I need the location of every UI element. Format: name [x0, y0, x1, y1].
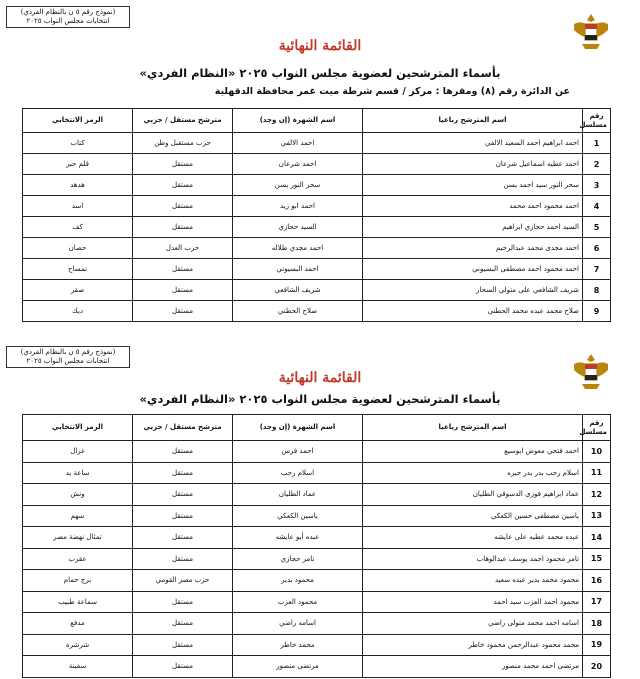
table-row	[23, 441, 611, 463]
form-badge-line1: (نموذج رقم ٥ ن بالنظام الفردي)	[20, 348, 116, 356]
cell-fame-name: احمد البسيوني	[233, 259, 363, 280]
table-header-row	[23, 415, 611, 441]
cell-fame-name: مرتضى منصور	[233, 656, 363, 678]
cell-fame-name: احمد ابو زيد	[233, 196, 363, 217]
cell-symbol: سماعة طبيب	[23, 591, 133, 613]
form-badge-line2: انتخابات مجلس النواب ٢٠٢٥	[26, 17, 110, 25]
cell-symbol: برج حمام	[23, 570, 133, 592]
cell-symbol: عقرب	[23, 548, 133, 570]
cell-fame-name: محمود العزب	[233, 591, 363, 613]
cell-serial: 17	[583, 591, 611, 613]
candidates-title: بأسماء المترشحين لعضوية مجلس النواب ٢٠٢٥ «النظام الفردي»	[139, 392, 501, 406]
cell-fame-name: احمد الالفي	[233, 133, 363, 154]
header-symbol: الرمز الانتخابي	[23, 415, 133, 441]
table-row	[23, 527, 611, 549]
cell-candidate-name: احمد ابراهيم احمد السعيد الالفي	[363, 133, 583, 154]
cell-candidate-name: محمد محمود عبدالرحمن محمود خاطر	[363, 634, 583, 656]
cell-symbol: كف	[23, 217, 133, 238]
cell-serial: 3	[583, 175, 611, 196]
cell-serial: 7	[583, 259, 611, 280]
cell-serial: 8	[583, 280, 611, 301]
cell-symbol: غزال	[23, 441, 133, 463]
cell-affiliation: مستقل	[133, 484, 233, 506]
cell-symbol: ديك	[23, 301, 133, 322]
cell-serial: 11	[583, 462, 611, 484]
candidates-table	[22, 108, 611, 322]
cell-affiliation: حزب العدل	[133, 238, 233, 259]
cell-affiliation: مستقل	[133, 196, 233, 217]
cell-symbol: كتاب	[23, 133, 133, 154]
cell-fame-name: تامر حجازي	[233, 548, 363, 570]
cell-fame-name: اسلام رجب	[233, 462, 363, 484]
cell-symbol: تمثال نهضة مصر	[23, 527, 133, 549]
table-row	[23, 259, 611, 280]
cell-affiliation: مستقل	[133, 301, 233, 322]
table-row	[23, 217, 611, 238]
cell-fame-name: اسامه راضي	[233, 613, 363, 635]
cell-fame-name: احمد فرس	[233, 441, 363, 463]
cell-symbol: ونش	[23, 484, 133, 506]
cell-candidate-name: محمود احمد العزب سيد احمد	[363, 591, 583, 613]
header-fame: اسم الشهرة (إن وجد)	[233, 415, 363, 441]
cell-symbol: حصان	[23, 238, 133, 259]
cell-fame-name: سحر النور يسن	[233, 175, 363, 196]
candidates-body	[23, 133, 611, 322]
cell-serial: 1	[583, 133, 611, 154]
cell-affiliation: مستقل	[133, 441, 233, 463]
cell-serial: 19	[583, 634, 611, 656]
cell-affiliation: مستقل	[133, 175, 233, 196]
cell-serial: 4	[583, 196, 611, 217]
table-row	[23, 238, 611, 259]
cell-affiliation: مستقل	[133, 462, 233, 484]
cell-symbol: قلم حبر	[23, 154, 133, 175]
cell-serial: 16	[583, 570, 611, 592]
cell-fame-name: احمد مجدي طلاله	[233, 238, 363, 259]
cell-affiliation: مستقل	[133, 217, 233, 238]
cell-symbol: سفينة	[23, 656, 133, 678]
cell-candidate-name: شريف الشافعي على متولي السحار	[363, 280, 583, 301]
cell-serial: 10	[583, 441, 611, 463]
header-symbol: الرمز الانتخابي	[23, 109, 133, 133]
header-num: رقم مسلسل	[583, 109, 611, 133]
header-affiliation: مترشح مستقل / حزبي	[133, 109, 233, 133]
table-row	[23, 301, 611, 322]
cell-candidate-name: احمد عطيه اسماعيل شرعان	[363, 154, 583, 175]
cell-candidate-name: ياسين مصطفى حسين الكعكي	[363, 505, 583, 527]
cell-affiliation: مستقل	[133, 505, 233, 527]
cell-candidate-name: احمد مجدى محمد عبدالرحيم	[363, 238, 583, 259]
cell-symbol: اسد	[23, 196, 133, 217]
cell-candidate-name: مرتضى احمد محمد منصور	[363, 656, 583, 678]
cell-candidate-name: احمد محمود احمد محمد	[363, 196, 583, 217]
header-name: اسم المترشح رباعيا	[363, 109, 583, 133]
ballot-page-2	[0, 340, 640, 679]
cell-fame-name: عبده أبو عايشه	[233, 527, 363, 549]
table-row	[23, 133, 611, 154]
table-row	[23, 196, 611, 217]
cell-affiliation: مستقل	[133, 591, 233, 613]
table-row	[23, 280, 611, 301]
cell-fame-name: محمد خاطر	[233, 634, 363, 656]
cell-symbol: تمساح	[23, 259, 133, 280]
final-list-title: القائمة النهائية	[278, 370, 362, 386]
table-row	[23, 505, 611, 527]
cell-candidate-name: تامر محمود احمد يوسف عبدالوهاب	[363, 548, 583, 570]
table-row	[23, 656, 611, 678]
table-row	[23, 634, 611, 656]
cell-fame-name: عماد الطليان	[233, 484, 363, 506]
cell-symbol: مدفع	[23, 613, 133, 635]
table-row	[23, 570, 611, 592]
cell-serial: 15	[583, 548, 611, 570]
cell-serial: 13	[583, 505, 611, 527]
cell-symbol: هدهد	[23, 175, 133, 196]
cell-candidate-name: سحر النور سيد احمد يسن	[363, 175, 583, 196]
table-row	[23, 462, 611, 484]
cell-serial: 5	[583, 217, 611, 238]
header-affiliation: مترشح مستقل / حزبي	[133, 415, 233, 441]
cell-candidate-name: احمد محمود احمد مصطفى البسيوني	[363, 259, 583, 280]
table-row	[23, 548, 611, 570]
final-list-title: القائمة النهائية	[278, 38, 362, 54]
cell-affiliation: مستقل	[133, 154, 233, 175]
header-fame: اسم الشهرة (إن وجد)	[233, 109, 363, 133]
cell-symbol: ساعة يد	[23, 462, 133, 484]
candidates-body	[23, 441, 611, 678]
table-row	[23, 591, 611, 613]
cell-candidate-name: محمود محمد بدير عبده سعيد	[363, 570, 583, 592]
form-badge-line1: (نموذج رقم ٥ ن بالنظام الفردي)	[20, 8, 116, 16]
cell-affiliation: مستقل	[133, 613, 233, 635]
cell-serial: 6	[583, 238, 611, 259]
candidates-table	[22, 414, 611, 678]
table-row	[23, 484, 611, 506]
table-row	[23, 154, 611, 175]
cell-symbol: شرشرة	[23, 634, 133, 656]
cell-affiliation: مستقل	[133, 548, 233, 570]
table-row	[23, 175, 611, 196]
cell-affiliation: مستقل	[133, 259, 233, 280]
cell-serial: 14	[583, 527, 611, 549]
cell-affiliation: مستقل	[133, 280, 233, 301]
cell-affiliation: مستقل	[133, 527, 233, 549]
cell-fame-name: احمد شرعان	[233, 154, 363, 175]
cell-fame-name: شريف الشافعي	[233, 280, 363, 301]
form-badge	[6, 346, 130, 368]
cell-serial: 9	[583, 301, 611, 322]
table-row	[23, 613, 611, 635]
cell-affiliation: مستقل	[133, 634, 233, 656]
cell-serial: 12	[583, 484, 611, 506]
cell-candidate-name: اسامه احمد محمد متولى راضي	[363, 613, 583, 635]
cell-fame-name: محمود بدير	[233, 570, 363, 592]
cell-affiliation: حزب مستقبل وطن	[133, 133, 233, 154]
cell-candidate-name: عماد ابراهيم فوزى الدسوقي الطليان	[363, 484, 583, 506]
cell-serial: 2	[583, 154, 611, 175]
candidates-title: بأسماء المترشحين لعضوية مجلس النواب ٢٠٢٥ «النظام الفردي»	[139, 66, 501, 80]
cell-serial: 20	[583, 656, 611, 678]
cell-candidate-name: السيد احمد حجازي ابراهيم	[363, 217, 583, 238]
cell-affiliation: مستقل	[133, 656, 233, 678]
cell-affiliation: حزب مصر القومي	[133, 570, 233, 592]
cell-candidate-name: صلاح محمد عبده محمد الحطنى	[363, 301, 583, 322]
cell-fame-name: السيد حجازي	[233, 217, 363, 238]
table-header-row	[23, 109, 611, 133]
cell-symbol: صقر	[23, 280, 133, 301]
form-badge-line2: انتخابات مجلس النواب ٢٠٢٥	[26, 357, 110, 365]
district-line: عن الدائرة رقم (٨) ومقرها : مركز / قسم شرطة ميت غمر محافظة الدقهلية	[214, 86, 570, 97]
cell-symbol: سهم	[23, 505, 133, 527]
cell-fame-name: ياسين الكعكي	[233, 505, 363, 527]
cell-serial: 18	[583, 613, 611, 635]
cell-candidate-name: اسلام رجب بدر بدر جبره	[363, 462, 583, 484]
header-num: رقم مسلسل	[583, 415, 611, 441]
form-badge	[6, 6, 130, 28]
cell-fame-name: صلاح الحطني	[233, 301, 363, 322]
cell-candidate-name: عبده محمد عطيه على عايشه	[363, 527, 583, 549]
cell-candidate-name: احمد فتحي معوض ابوسيع	[363, 441, 583, 463]
header-name: اسم المترشح رباعيا	[363, 415, 583, 441]
